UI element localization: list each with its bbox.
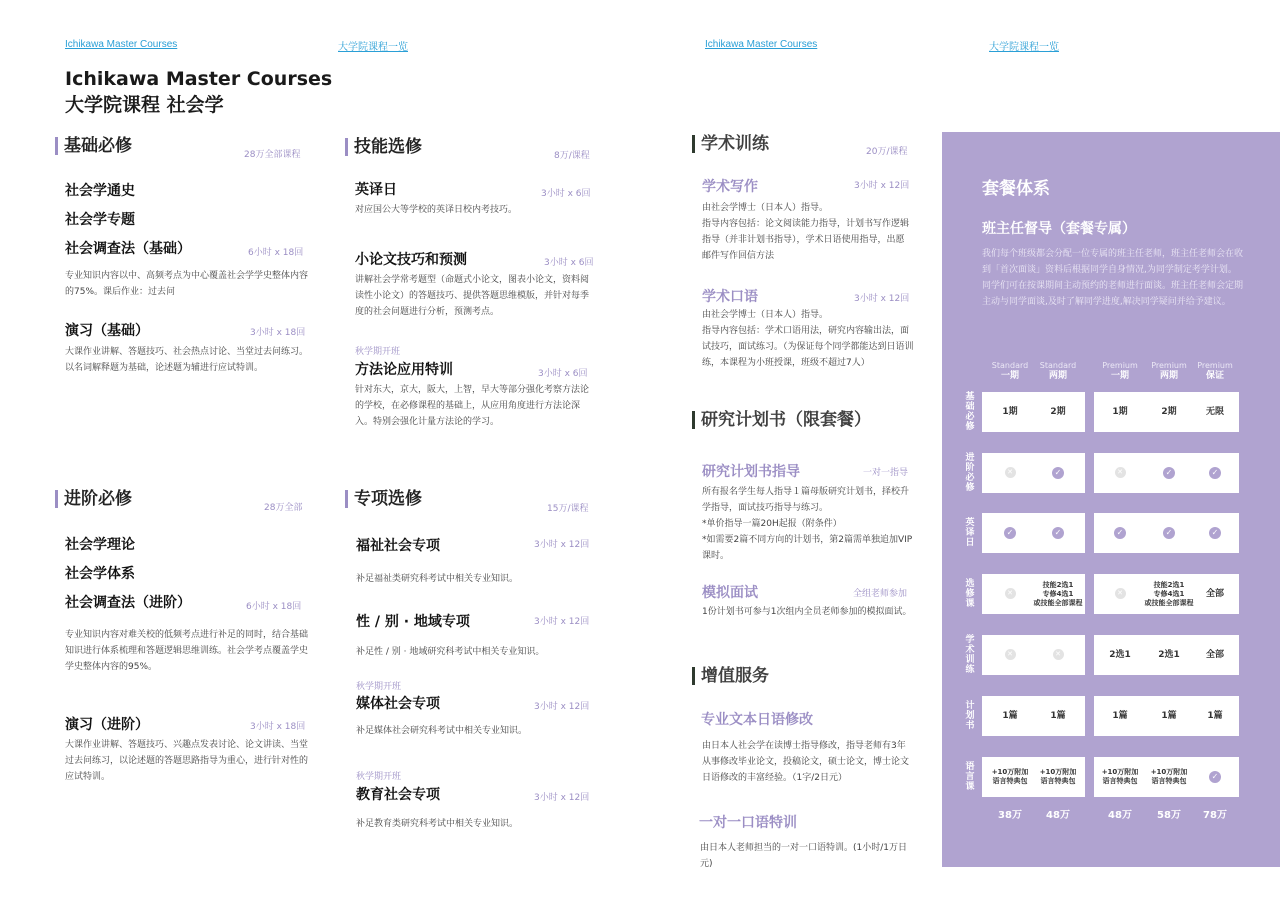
package-price: 48万: [1046, 810, 1070, 821]
check-icon: ✓: [1052, 467, 1064, 479]
course-desc: 讲解社会学常考题型（命题式小论文，图表小论文，资料阅读性小论文）的答题技巧、提供答题思维模版，并针对每季度的社会问题进行分析，预测考点。: [355, 275, 590, 317]
course-name: 媒体社会专项: [356, 696, 440, 712]
course-name: 模拟面试: [702, 585, 758, 601]
course-meta: 3小时 x 12回: [534, 617, 590, 627]
cross-icon: ✕: [1115, 467, 1126, 478]
course-name: 一对一口语特训: [699, 815, 797, 831]
package-cell: [1145, 467, 1193, 479]
course-meta: 3小时 x 12回: [854, 181, 910, 191]
package-cell: [1145, 527, 1193, 539]
package-price: 58万: [1157, 810, 1181, 821]
header-link-right[interactable]: Ichikawa Master Courses: [705, 39, 818, 50]
cross-icon: ✕: [1005, 467, 1016, 478]
advanced-required-price: 28万全部: [264, 503, 303, 513]
course-desc: 专业知识内容以中、高频考点为中心覆盖社会学学史整体内容的75%。课后作业：过去问: [65, 271, 309, 297]
course-desc: 补足性 / 别 · 地域研究科考试中相关专业知识。: [356, 647, 545, 657]
package-cell: [1096, 588, 1144, 599]
course-name: 学术口语: [702, 289, 758, 305]
header-link-left-cn[interactable]: 大学院课程一览: [338, 42, 408, 53]
package-cell: 1篇: [1050, 711, 1066, 721]
course-desc: 所有报名学生每人指导１篇母版研究计划书，择校升学指导，面试技巧指导与练习。 *单价指导一篇20H起报（附条件） *如需要2篇不同方向的计划书，第2篇需单独追加VIP课时。: [702, 487, 913, 561]
package-cell: 技能2选1 专修4选1 或技能全部课程: [1144, 580, 1194, 607]
package-title: 套餐体系: [982, 179, 1050, 199]
package-cell: 1篇: [1112, 711, 1128, 721]
package-price: 38万: [998, 810, 1022, 821]
package-cell: [986, 649, 1034, 660]
package-cell: 2期: [1050, 407, 1066, 417]
package-cell: 1篇: [1002, 711, 1018, 721]
package-column-header: Premium 两期: [1151, 361, 1187, 381]
package-row-label: 英译日: [965, 518, 975, 548]
course-meta: 一对一指导: [863, 468, 909, 478]
package-cell: 2选1: [1109, 650, 1131, 660]
course-name: 社会调查法（进阶）: [65, 595, 191, 611]
course-name: 小论文技巧和预测: [355, 252, 467, 268]
academic-training-price: 20万/课程: [866, 147, 908, 157]
course-meta: 3小时 x 6回: [538, 369, 588, 379]
cross-icon: ✕: [1005, 588, 1016, 599]
package-cell: [1096, 467, 1144, 478]
package-cell: 全部: [1205, 650, 1224, 660]
research-plan-title: 研究计划书（限套餐）: [692, 411, 871, 429]
package-row-label: 选修课: [965, 579, 975, 609]
basic-required-title: 基础必修: [55, 137, 132, 155]
package-cell: [1191, 771, 1239, 783]
course-meta: 3小时 x 18回: [250, 328, 306, 338]
course-name: 社会学理论: [65, 537, 135, 553]
semester-tag: 秋学期开班: [355, 347, 401, 357]
course-meta: 全组老师参加: [853, 589, 908, 599]
check-icon: ✓: [1209, 527, 1221, 539]
basic-required-price: 28万全部课程: [244, 150, 301, 160]
skills-elective-price: 8万/课程: [554, 151, 590, 161]
cross-icon: ✕: [1053, 649, 1064, 660]
package-cell: 2选1: [1158, 650, 1180, 660]
package-price: 78万: [1203, 810, 1227, 821]
check-icon: ✓: [1114, 527, 1126, 539]
course-desc: 由社会学博士（日本人）指导。 指导内容包括：论文阅读能力指导，计划书写作逻辑指导（并非计划书指导），学术日语使用指导，出愿邮件写作回信方法: [702, 203, 910, 261]
course-desc: 补足教育类研究科考试中相关专业知识。: [356, 819, 519, 829]
package-cell: [1191, 467, 1239, 479]
course-meta: 6小时 x 18回: [248, 248, 304, 258]
course-name: 性 / 别 · 地域专项: [356, 614, 470, 630]
check-icon: ✓: [1004, 527, 1016, 539]
package-row-label: 基础必修: [965, 392, 975, 432]
course-meta: 3小时 x 6回: [541, 189, 591, 199]
package-cell: [1096, 527, 1144, 539]
page-title-cn: 大学院课程 社会学: [65, 94, 224, 116]
course-desc: 对应国公大等学校的英译日校内考技巧。: [355, 205, 518, 215]
course-name: 社会学专题: [65, 212, 135, 228]
course-meta: 3小时 x 12回: [534, 793, 590, 803]
package-cell: 1期: [1002, 407, 1018, 417]
package-cell: [986, 527, 1034, 539]
check-icon: ✓: [1052, 527, 1064, 539]
package-cell: +10万附加 语言特典包: [1150, 768, 1188, 785]
course-desc: 专业知识内容对难关校的低频考点进行补足的同时，结合基础知识进行体系梳理和答题逻辑思维训练。社会学考点覆盖学史学史整体内容的95%。: [65, 630, 309, 672]
skills-elective-title: 技能选修: [345, 138, 422, 156]
package-cell: 2期: [1161, 407, 1177, 417]
package-cell: [1034, 527, 1082, 539]
package-column-header: Premium 一期: [1102, 361, 1138, 381]
package-price: 48万: [1108, 810, 1132, 821]
package-cell: [1034, 649, 1082, 660]
package-column-header: Standard 一期: [991, 361, 1029, 381]
package-cell: +10万附加 语言特典包: [1101, 768, 1139, 785]
package-row-label: 计划书: [965, 701, 975, 731]
package-cell: [1034, 467, 1082, 479]
course-desc: 由日本人老师担当的一对一口语特训。(1小时/1万日元): [700, 843, 907, 869]
course-meta: 3小时 x 12回: [854, 294, 910, 304]
course-name: 社会调查法（基础）: [65, 241, 191, 257]
package-subtitle: 班主任督导（套餐专属）: [982, 221, 1136, 237]
course-name: 社会学体系: [65, 566, 135, 582]
package-cell: 全部: [1205, 589, 1224, 599]
package-cell: +10万附加 语言特典包: [1039, 768, 1077, 785]
advanced-required-title: 进阶必修: [55, 490, 132, 508]
package-cell: 技能2选1 专修4选1 或技能全部课程: [1033, 580, 1083, 607]
course-name: 演习（进阶）: [65, 717, 149, 733]
course-name: 方法论应用特训: [355, 362, 453, 378]
package-cell: 1篇: [1161, 711, 1177, 721]
package-cell: [1191, 527, 1239, 539]
course-name: 社会学通史: [65, 183, 135, 199]
package-row-label: 进阶必修: [965, 453, 975, 493]
check-icon: ✓: [1163, 527, 1175, 539]
package-cell: [986, 467, 1034, 478]
check-icon: ✓: [1209, 467, 1221, 479]
academic-training-title: 学术训练: [692, 135, 769, 153]
course-desc: 补足媒体社会研究科考试中相关专业知识。: [356, 726, 528, 736]
package-row-label: 语言课: [965, 762, 975, 792]
course-desc: 大课作业讲解、答题技巧、社会热点讨论、当堂过去问练习。以名词解释题为基础，论述题为辅进行应试特训。: [65, 347, 309, 373]
cross-icon: ✕: [1115, 588, 1126, 599]
course-name: 演习（基础）: [65, 323, 149, 339]
course-meta: 6小时 x 18回: [246, 602, 302, 612]
course-meta: 3小时 x 12回: [534, 540, 590, 550]
semester-tag: 秋学期开班: [356, 682, 402, 692]
package-column-header: Standard 两期: [1039, 361, 1077, 381]
course-name: 专业文本日语修改: [701, 712, 813, 728]
course-name: 福祉社会专项: [356, 538, 440, 554]
course-desc: 由日本人社会学在读博士指导修改，指导老师有3年从事修改毕业论文，投稿论文，硕士论文，博士论文日语修改的丰富经验。（1字/2日元）: [702, 741, 910, 783]
package-cell: 1期: [1112, 407, 1128, 417]
special-elective-title: 专项选修: [345, 490, 422, 508]
course-name: 英译日: [355, 182, 397, 198]
package-desc: 我们每个班级都会分配一位专属的班主任老师，班主任老师会在收到「首次面谈」资料后根据同学自身情况,为同学制定考学计划。同学们可在按课期间主动预约的老师进行面谈。班主任老师会定期主动与同学面谈,及时了解同学进度,解决同学疑问并给予建议。: [982, 249, 1244, 307]
course-meta: 3小时 x 18回: [250, 722, 306, 732]
page-title-en: Ichikawa Master Courses: [65, 68, 333, 90]
course-desc: 针对东大，京大，阪大，上智，早大等部分强化考察方法论的学校，在必修课程的基础上，从应用角度进行方法论深入。特别会强化计量方法论的学习。: [355, 385, 590, 427]
package-cell: 无限: [1205, 407, 1224, 417]
course-meta: 3小时 x 6回: [544, 258, 594, 268]
value-added-title: 增值服务: [692, 667, 769, 685]
header-link-right-cn[interactable]: 大学院课程一览: [989, 42, 1059, 53]
special-elective-price: 15万/课程: [547, 504, 589, 514]
course-desc: 1份计划书可参与1次组内全员老师参加的模拟面试。: [702, 607, 912, 617]
course-desc: 补足福祉类研究科考试中相关专业知识。: [356, 574, 519, 584]
course-meta: 3小时 x 12回: [534, 702, 590, 712]
course-desc: 由社会学博士（日本人）指导。 指导内容包括：学术口语用法，研究内容输出法，面试技巧，面试练习。（为保证每个同学都能达到日语训练，本课程为小班授课，班级不超过7人）: [702, 310, 914, 368]
header-link-left[interactable]: Ichikawa Master Courses: [65, 39, 178, 50]
course-name: 研究计划书指导: [702, 464, 800, 480]
check-icon: ✓: [1209, 771, 1221, 783]
package-cell: +10万附加 语言特典包: [991, 768, 1029, 785]
semester-tag: 秋学期开班: [356, 772, 402, 782]
course-desc: 大课作业讲解、答题技巧、兴趣点发表讨论、论文讲读、当堂过去问练习，以论述题的答题思路指导为重心，进行针对性的应试特训。: [65, 740, 309, 782]
package-row-label: 学术训练: [965, 635, 975, 675]
package-column-header: Premium 保证: [1197, 361, 1233, 381]
package-cell: [986, 588, 1034, 599]
course-name: 教育社会专项: [356, 787, 440, 803]
check-icon: ✓: [1163, 467, 1175, 479]
cross-icon: ✕: [1005, 649, 1016, 660]
package-cell: 1篇: [1207, 711, 1223, 721]
course-name: 学术写作: [702, 179, 758, 195]
